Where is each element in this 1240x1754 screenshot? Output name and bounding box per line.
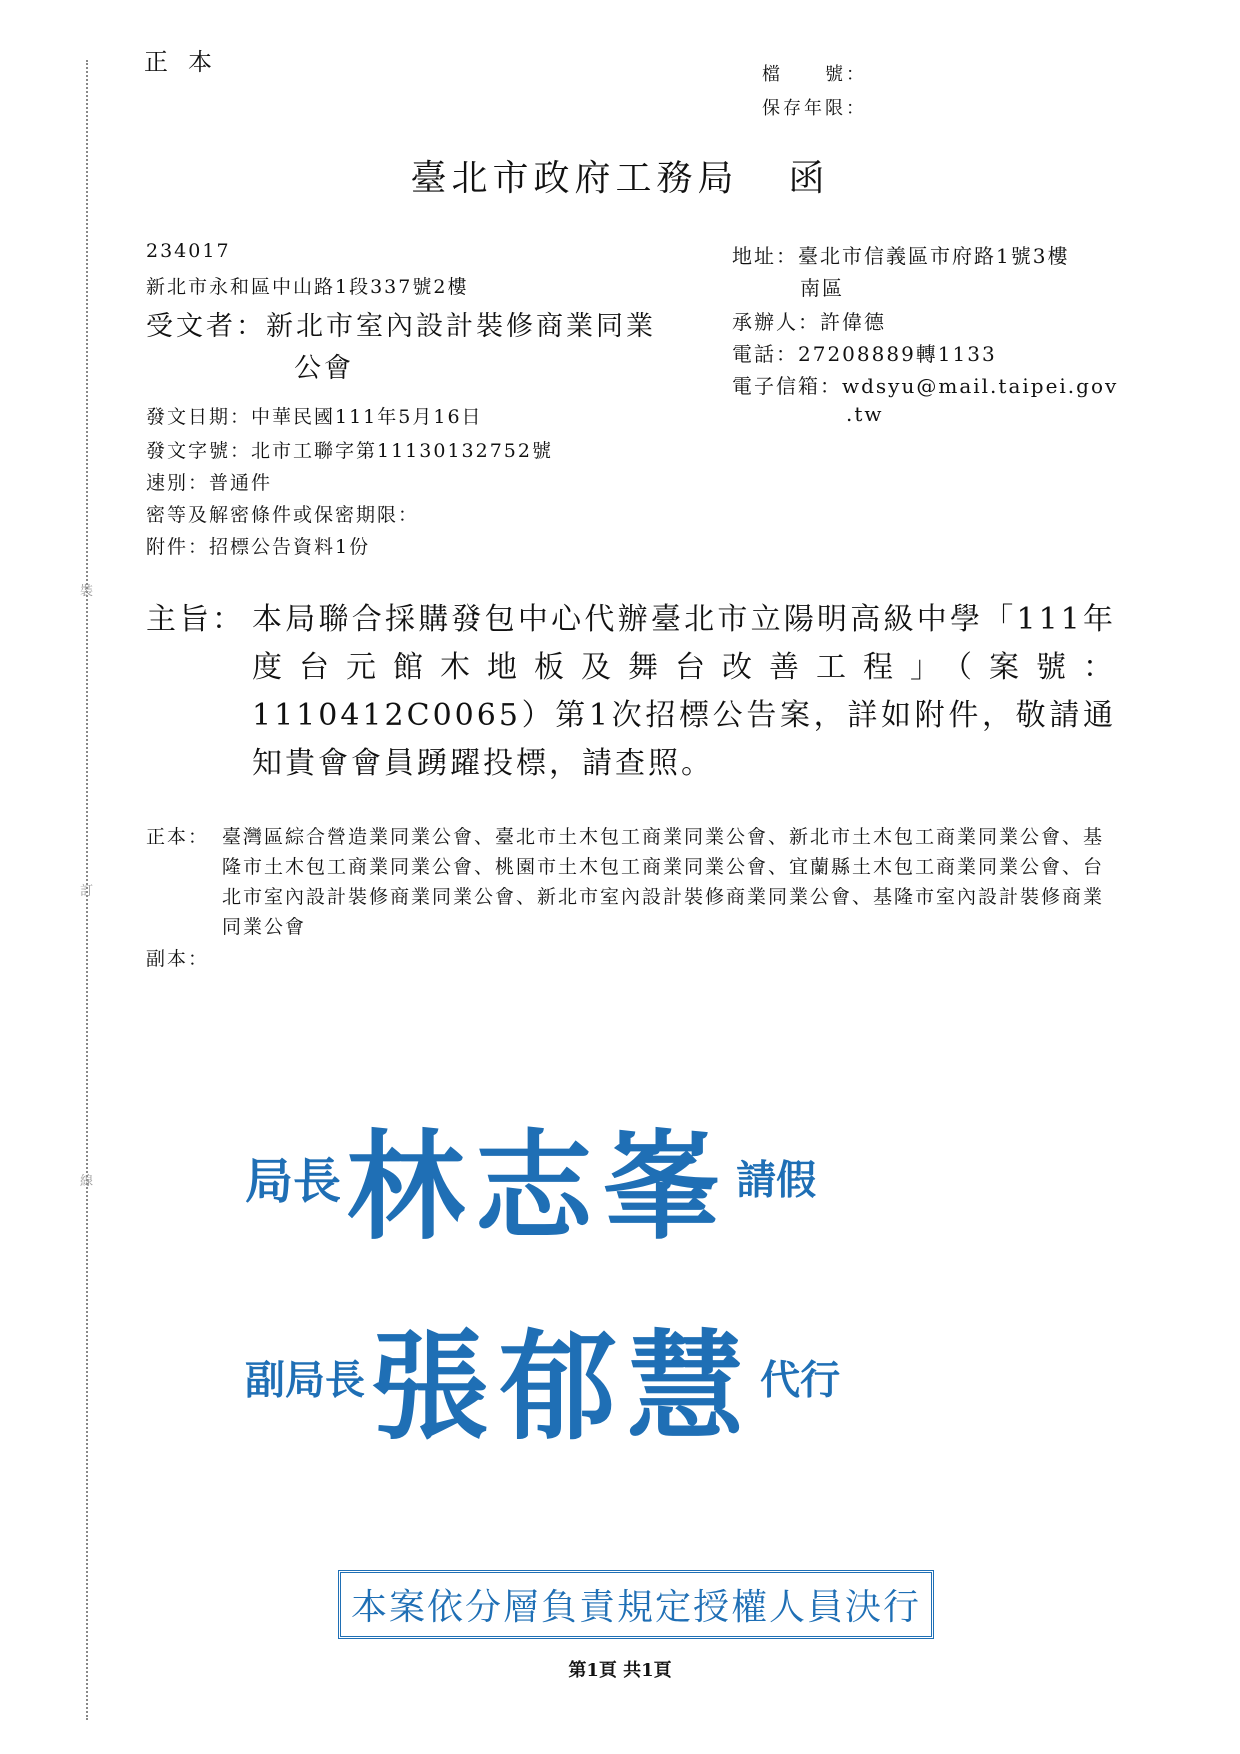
recipient-name-line1: 新北市室內設計裝修商業同業 [266, 311, 656, 342]
reference-number: 發文字號：北市工聯字第11130132752號 [146, 440, 553, 462]
delivery-speed: 速別：普通件 [146, 472, 273, 494]
margin-mark-line: 線 [80, 1174, 94, 1189]
secrecy-level: 密等及解密條件或保密期限： [146, 504, 420, 526]
recipient-block [146, 306, 716, 390]
contact-email-cont: .tw [846, 402, 884, 426]
deputy-title: 副局長 [245, 1357, 365, 1404]
copy-recipients-label: 副本： [146, 948, 210, 970]
subject-block [146, 596, 1116, 788]
subject-text: 本局聯合採購發包中心代辦臺北市立陽明高級中學「111年度台元館木地板及舞台改善工程」（案號：1110412C0065）第1次招標公告案，詳如附件，敬請通知貴會會員踴躍投標，請查照。 [252, 602, 1116, 781]
contact-phone: 電話：27208889轉1133 [732, 342, 997, 366]
director-name: 林志峯 [346, 1118, 731, 1256]
contact-email: 電子信箱：wdsyu@mail.taipei.gov [732, 374, 1119, 398]
contact-handler: 承辦人：許偉德 [732, 310, 886, 334]
file-number-label: 檔 號： [762, 64, 867, 85]
original-label: 正本： [146, 826, 210, 848]
doc-type: 函 [788, 158, 830, 199]
contact-address: 地址：臺北市信義區市府路1號3樓 [732, 244, 1070, 268]
deputy-stamp [245, 1292, 840, 1462]
deputy-name: 張郁慧 [370, 1318, 755, 1456]
copy-label: 正本 [144, 48, 232, 76]
original-recipients: 臺灣區綜合營造業同業公會、臺北市土木包工商業同業公會、新北市土木包工商業同業公會、基隆市土木包工商業同業公會、桃園市土木包工商業同業公會、宜蘭縣土木包工商業同業公會、台北市室內設計裝修商業同業公會、新北市室內設計裝修商業同業公會、基隆市室內設計裝修商業同業公會 [222, 826, 1105, 938]
director-note: 請假 [736, 1157, 817, 1204]
attachment: 附件：招標公告資料1份 [146, 536, 371, 558]
recipient-label: 受文者： [146, 311, 266, 342]
authorization-stamp: 本案依分層負責規定授權人員決行 [338, 1570, 934, 1639]
contact-address-cont: 南區 [800, 276, 844, 300]
recipient-name-line2: 公會 [294, 353, 354, 384]
subject-label: 主旨： [146, 602, 245, 637]
document-title [0, 150, 1240, 201]
recipient-address: 新北市永和區中山路1段337號2樓 [146, 276, 469, 298]
director-stamp [245, 1092, 816, 1262]
agency-name: 臺北市政府工務局 [410, 158, 739, 199]
margin-mark-bind: 裝 [80, 584, 94, 599]
page-indicator: 第1頁 共1頁 [568, 1660, 672, 1681]
postal-code: 234017 [146, 240, 231, 262]
issue-date: 發文日期：中華民國111年5月16日 [146, 406, 483, 428]
margin-mark-staple: 訂 [80, 884, 94, 899]
director-title: 局長 [245, 1153, 342, 1210]
deputy-note: 代行 [760, 1357, 841, 1404]
distribution-original [146, 822, 1116, 942]
retention-label: 保存年限： [762, 98, 867, 119]
